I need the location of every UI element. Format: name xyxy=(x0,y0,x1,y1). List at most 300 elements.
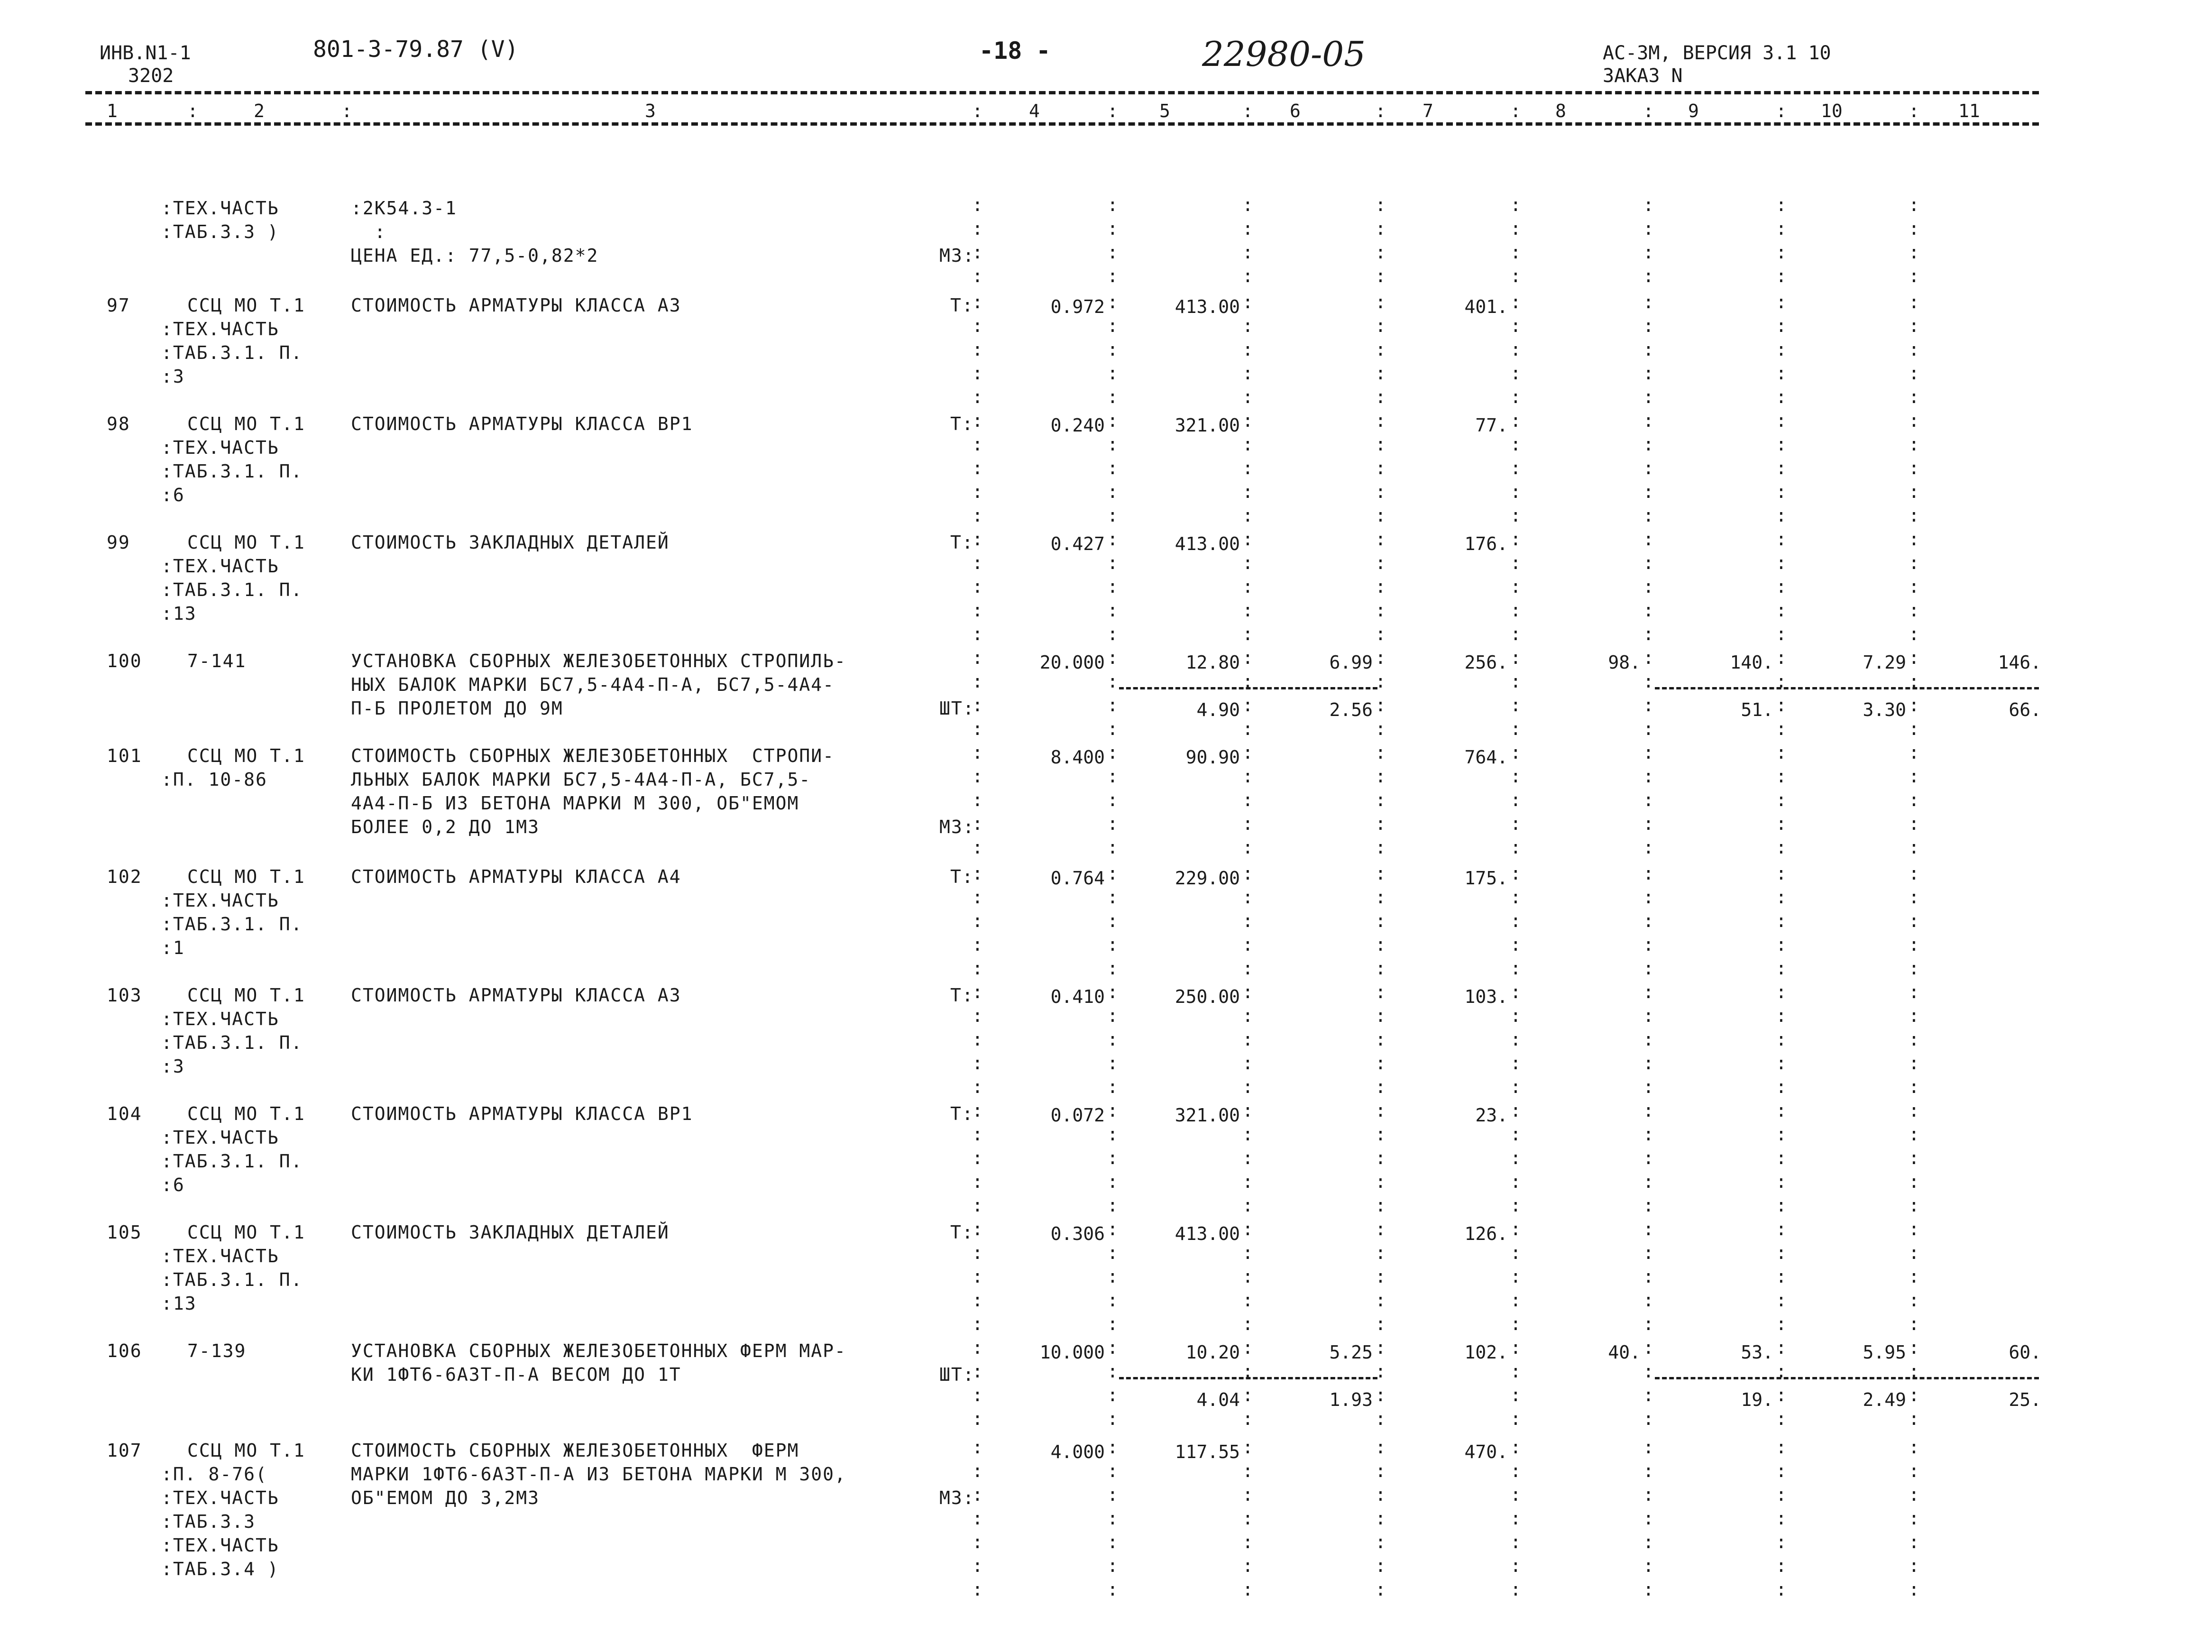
column-separator: : xyxy=(1242,766,1253,787)
column-separator: : xyxy=(1776,910,1787,931)
row-description: 4А4-П-Б ИЗ БЕТОНА МАРКИ М 300, ОБ"ЕМОМ xyxy=(351,793,799,814)
column-separator: : xyxy=(972,1076,983,1097)
column-header-10: 10 xyxy=(1821,101,1843,121)
column-separator: : xyxy=(1510,242,1521,263)
column-separator: : xyxy=(1776,266,1787,286)
column-separator: : xyxy=(1375,934,1386,955)
column-separator: : xyxy=(1909,1532,1919,1552)
inv-number: 3202 xyxy=(128,65,174,87)
column-separator: : xyxy=(1107,863,1118,884)
column-separator: : xyxy=(1643,671,1654,692)
column-separator: : xyxy=(1776,1408,1787,1429)
row-unit: М3: xyxy=(939,245,975,266)
column-separator: : xyxy=(1242,624,1253,644)
column-separator: : xyxy=(972,1408,983,1429)
column-separator: : xyxy=(1107,1219,1118,1239)
column-separator: : xyxy=(972,1508,983,1529)
row-unit: ШТ: xyxy=(939,1364,975,1385)
column-separator: : xyxy=(1242,1053,1253,1074)
column-separator: : xyxy=(1375,410,1386,431)
column-header-7: 7 xyxy=(1423,101,1433,121)
column-separator: : xyxy=(1776,481,1787,502)
column-separator: : xyxy=(1242,218,1253,239)
column-separator: : xyxy=(1643,789,1654,810)
column-separator: : xyxy=(1107,1555,1118,1576)
column-separator: : xyxy=(1643,576,1654,597)
row-reference: :ТЕХ.ЧАСТЬ xyxy=(161,1487,279,1508)
column-separator: : xyxy=(1242,1100,1253,1121)
cell-c10: 7.29 xyxy=(1863,652,1906,673)
column-separator: : xyxy=(972,624,983,644)
column-separator: : xyxy=(1643,1484,1654,1505)
column-separator: : xyxy=(1375,552,1386,573)
column-separator: : xyxy=(972,1555,983,1576)
row-number: 102 xyxy=(107,866,142,887)
column-separator: : xyxy=(1643,766,1654,787)
column-separator: : xyxy=(1375,1408,1386,1429)
column-separator: : xyxy=(1909,552,1919,573)
column-separator: : xyxy=(1375,1029,1386,1050)
cell-c7: 256. xyxy=(1464,652,1508,673)
row-description: СТОИМОСТЬ АРМАТУРЫ КЛАССА А3 xyxy=(351,985,681,1006)
cell-c4: 10.000 xyxy=(1039,1342,1105,1363)
column-separator: : xyxy=(1909,910,1919,931)
column-separator: : xyxy=(1242,242,1253,263)
column-separator: : xyxy=(1107,315,1118,336)
row-number: 106 xyxy=(107,1340,142,1361)
column-separator: : xyxy=(1643,958,1654,979)
column-separator: : xyxy=(1909,266,1919,286)
row-number: 99 xyxy=(107,532,130,553)
column-separator: : xyxy=(972,458,983,478)
column-separator: : xyxy=(1375,813,1386,834)
column-separator: : xyxy=(1242,505,1253,526)
column-separator: : xyxy=(1510,1219,1521,1239)
column-separator: : xyxy=(1776,887,1787,908)
column-separator: : xyxy=(1643,837,1654,858)
row-unit: ШТ: xyxy=(939,698,975,719)
column-separator: : xyxy=(1375,671,1386,692)
column-separator: : xyxy=(1909,837,1919,858)
column-header-8: 8 xyxy=(1555,101,1566,121)
column-separator: : xyxy=(1510,1124,1521,1145)
column-separator: : xyxy=(1776,410,1787,431)
column-separator: : xyxy=(1510,813,1521,834)
column-separator: : xyxy=(1909,410,1919,431)
column-separator: : xyxy=(1510,1555,1521,1576)
column-separator: : xyxy=(1107,1313,1118,1334)
row-number: 105 xyxy=(107,1222,142,1243)
cell-c4: 0.306 xyxy=(1050,1223,1105,1244)
row-description: СТОИМОСТЬ СБОРНЫХ ЖЕЛЕЗОБЕТОННЫХ ФЕРМ xyxy=(351,1440,799,1461)
row-description: : xyxy=(351,221,386,242)
column-separator: : xyxy=(1375,1076,1386,1097)
column-separator: : xyxy=(1242,292,1253,312)
column-separator: : xyxy=(1776,647,1787,668)
column-separator: : xyxy=(1375,1555,1386,1576)
cell-c7: 126. xyxy=(1464,1223,1508,1244)
column-separator: : xyxy=(1375,386,1386,407)
column-separator: : xyxy=(1510,958,1521,979)
column-separator: : xyxy=(1776,292,1787,312)
column-separator: : xyxy=(1776,339,1787,360)
column-separator: : xyxy=(1510,434,1521,455)
column-separator: : xyxy=(1909,982,1919,1002)
row-reference: :ТЕХ.ЧАСТЬ xyxy=(161,1246,279,1267)
column-separator: : xyxy=(1375,363,1386,384)
row-reference: :13 xyxy=(161,603,197,624)
row-reference: 7-141 xyxy=(187,651,247,671)
column-separator: : xyxy=(1242,813,1253,834)
cell-c4: 0.764 xyxy=(1050,868,1105,889)
column-separator: : xyxy=(1510,1147,1521,1168)
column-separator: : xyxy=(1909,1361,1919,1382)
column-separator: : xyxy=(1643,505,1654,526)
row-description: СТОИМОСТЬ АРМАТУРЫ КЛАССА ВР1 xyxy=(351,1103,693,1124)
column-separator: : xyxy=(1510,1195,1521,1216)
column-separator: : xyxy=(1643,1385,1654,1405)
column-separator: : xyxy=(972,647,983,668)
column-separator: : xyxy=(1510,481,1521,502)
header-rule-bottom xyxy=(85,122,2039,126)
column-separator: : xyxy=(1375,339,1386,360)
subtotal-rule xyxy=(1655,687,2039,689)
column-separator: : xyxy=(1107,958,1118,979)
column-separator: : xyxy=(1510,1579,1521,1600)
column-separator: : xyxy=(1909,529,1919,550)
row-reference: :ТЕХ.ЧАСТЬ xyxy=(161,890,279,911)
column-separator: : xyxy=(1510,218,1521,239)
column-separator: : xyxy=(1510,1361,1521,1382)
column-separator: : xyxy=(1107,1290,1118,1311)
column-separator: : xyxy=(1242,363,1253,384)
column-separator: : xyxy=(1909,718,1919,739)
column-separator: : xyxy=(341,101,352,121)
column-separator: : xyxy=(1776,1385,1787,1405)
column-separator: : xyxy=(1776,695,1787,716)
column-separator: : xyxy=(972,887,983,908)
column-separator: : xyxy=(1510,339,1521,360)
cell-c7: 23. xyxy=(1475,1105,1508,1126)
column-separator: : xyxy=(1242,1437,1253,1458)
row-reference: :3 xyxy=(161,366,185,387)
column-separator: : xyxy=(1375,1219,1386,1239)
row-unit: Т: xyxy=(950,866,974,887)
column-separator: : xyxy=(1776,1579,1787,1600)
column-separator: : xyxy=(1776,529,1787,550)
column-separator: : xyxy=(1107,552,1118,573)
column-separator: : xyxy=(972,600,983,621)
column-separator: : xyxy=(1107,1579,1118,1600)
row-description: П-Б ПРОЛЕТОМ ДО 9М xyxy=(351,698,563,719)
row-description: СТОИМОСТЬ АРМАТУРЫ КЛАССА А4 xyxy=(351,866,681,887)
cell-c7: 175. xyxy=(1464,868,1508,889)
row-description: СТОИМОСТЬ ЗАКЛАДНЫХ ДЕТАЛЕЙ xyxy=(351,1222,670,1243)
row-reference: :ТЕХ.ЧАСТЬ xyxy=(161,1127,279,1148)
column-separator: : xyxy=(1107,647,1118,668)
row-description: :2К54.3-1 xyxy=(351,198,457,219)
row-reference: :ТЕХ.ЧАСТЬ xyxy=(161,437,279,458)
column-separator: : xyxy=(1643,813,1654,834)
column-separator: : xyxy=(1776,386,1787,407)
column-separator: : xyxy=(1643,1579,1654,1600)
column-separator: : xyxy=(1643,863,1654,884)
column-separator: : xyxy=(1242,266,1253,286)
column-separator: : xyxy=(1776,934,1787,955)
column-separator: : xyxy=(1242,1408,1253,1429)
column-separator: : xyxy=(1643,695,1654,716)
column-separator: : xyxy=(1909,813,1919,834)
row-reference: :ТАБ.3.3 ) xyxy=(161,221,279,242)
column-separator: : xyxy=(1107,1005,1118,1026)
column-separator: : xyxy=(1776,1171,1787,1192)
cell-c7: 401. xyxy=(1464,296,1508,317)
column-separator: : xyxy=(1909,1124,1919,1145)
column-separator: : xyxy=(1776,863,1787,884)
column-separator: : xyxy=(1510,647,1521,668)
column-separator: : xyxy=(1909,1219,1919,1239)
column-separator: : xyxy=(1776,1508,1787,1529)
column-separator: : xyxy=(1776,624,1787,644)
cell-c8: 98. xyxy=(1608,652,1641,673)
column-separator: : xyxy=(972,1385,983,1405)
row-number: 98 xyxy=(107,413,130,434)
column-separator: : xyxy=(1643,242,1654,263)
column-separator: : xyxy=(972,339,983,360)
column-separator: : xyxy=(1776,958,1787,979)
column-separator: : xyxy=(1909,887,1919,908)
column-separator: : xyxy=(1643,934,1654,955)
cell-c11: 146. xyxy=(1998,652,2041,673)
row-reference: ССЦ МО Т.1 xyxy=(187,532,305,553)
column-separator: : xyxy=(1375,1532,1386,1552)
column-separator: : xyxy=(972,1484,983,1505)
column-separator: : xyxy=(972,982,983,1002)
column-separator: : xyxy=(1643,552,1654,573)
column-separator: : xyxy=(1776,1053,1787,1074)
column-separator: : xyxy=(1643,910,1654,931)
column-separator: : xyxy=(1909,671,1919,692)
column-separator: : xyxy=(1643,458,1654,478)
column-separator: : xyxy=(1643,1361,1654,1382)
cell-c6: 6.99 xyxy=(1329,652,1373,673)
row-reference: :ТАБ.3.1. П. xyxy=(161,579,303,600)
column-separator: : xyxy=(1242,1532,1253,1552)
column-separator: : xyxy=(1107,576,1118,597)
column-separator: : xyxy=(1242,481,1253,502)
column-separator: : xyxy=(1510,887,1521,908)
column-separator: : xyxy=(1510,624,1521,644)
column-separator: : xyxy=(1643,1555,1654,1576)
column-separator: : xyxy=(1375,1053,1386,1074)
column-separator: : xyxy=(1242,315,1253,336)
column-separator: : xyxy=(1242,1460,1253,1481)
row-reference: :ТАБ.3.1. П. xyxy=(161,914,303,935)
column-separator: : xyxy=(1510,789,1521,810)
column-separator: : xyxy=(1107,194,1118,215)
column-separator: : xyxy=(1643,339,1654,360)
column-separator: : xyxy=(1375,292,1386,312)
column-separator: : xyxy=(1242,647,1253,668)
column-separator: : xyxy=(1242,1195,1253,1216)
column-separator: : xyxy=(1510,1408,1521,1429)
column-separator: : xyxy=(1510,1290,1521,1311)
column-separator: : xyxy=(1107,813,1118,834)
cell-c5: 250.00 xyxy=(1175,986,1240,1007)
row-description: СТОИМОСТЬ АРМАТУРЫ КЛАССА А3 xyxy=(351,295,681,316)
cell-c8: 40. xyxy=(1608,1342,1641,1363)
column-separator: : xyxy=(1510,529,1521,550)
column-separator: : xyxy=(1510,1385,1521,1405)
row-description: ЛЬНЫХ БАЛОК МАРКИ БС7,5-4А4-П-А, БС7,5- xyxy=(351,769,811,790)
column-separator: : xyxy=(972,671,983,692)
column-separator: : xyxy=(1107,1484,1118,1505)
row-reference: :П. 8-76( xyxy=(161,1464,267,1485)
column-separator: : xyxy=(1375,194,1386,215)
column-separator: : xyxy=(1776,1266,1787,1287)
column-separator: : xyxy=(972,552,983,573)
column-separator: : xyxy=(1909,742,1919,763)
column-separator: : xyxy=(1107,1508,1118,1529)
column-separator: : xyxy=(1107,934,1118,955)
column-separator: : xyxy=(1909,1437,1919,1458)
cell-c7: 103. xyxy=(1464,986,1508,1007)
column-separator: : xyxy=(1375,600,1386,621)
column-separator: : xyxy=(1643,410,1654,431)
column-separator: : xyxy=(1776,1484,1787,1505)
column-separator: : xyxy=(1242,1124,1253,1145)
column-separator: : xyxy=(972,505,983,526)
column-separator: : xyxy=(1107,1171,1118,1192)
cell-c7: 764. xyxy=(1464,747,1508,768)
column-separator: : xyxy=(1510,1005,1521,1026)
column-separator: : xyxy=(1242,1171,1253,1192)
column-separator: : xyxy=(1776,576,1787,597)
column-separator: : xyxy=(972,292,983,312)
column-separator: : xyxy=(1510,1053,1521,1074)
cell-c4: 0.427 xyxy=(1050,533,1105,554)
column-separator: : xyxy=(1776,315,1787,336)
column-separator: : xyxy=(1510,695,1521,716)
column-separator: : xyxy=(972,363,983,384)
column-separator: : xyxy=(1375,624,1386,644)
column-separator: : xyxy=(972,934,983,955)
column-separator: : xyxy=(972,1171,983,1192)
column-separator: : xyxy=(1909,1195,1919,1216)
column-separator: : xyxy=(1510,934,1521,955)
column-separator: : xyxy=(1510,1337,1521,1358)
column-separator: : xyxy=(1643,1076,1654,1097)
cell-c6: 5.25 xyxy=(1329,1342,1373,1363)
row-unit: Т: xyxy=(950,985,974,1006)
cell-c5: 413.00 xyxy=(1175,533,1240,554)
row-reference: :ТЕХ.ЧАСТЬ xyxy=(161,1535,279,1556)
column-separator: : xyxy=(1776,742,1787,763)
column-separator: : xyxy=(1643,1195,1654,1216)
column-separator: : xyxy=(1643,600,1654,621)
column-separator: : xyxy=(1776,101,1787,121)
column-separator: : xyxy=(1510,863,1521,884)
column-separator: : xyxy=(1107,1147,1118,1168)
column-separator: : xyxy=(1909,1385,1919,1405)
column-separator: : xyxy=(1107,1408,1118,1429)
column-separator: : xyxy=(972,1579,983,1600)
column-separator: : xyxy=(1510,982,1521,1002)
column-separator: : xyxy=(1242,1219,1253,1239)
column-separator: : xyxy=(1909,1076,1919,1097)
column-separator: : xyxy=(1375,576,1386,597)
column-separator: : xyxy=(1776,1195,1787,1216)
column-separator: : xyxy=(972,1361,983,1382)
column-separator: : xyxy=(1909,1460,1919,1481)
column-separator: : xyxy=(1375,1124,1386,1145)
column-separator: : xyxy=(1776,1242,1787,1263)
cell-c5-second: 4.04 xyxy=(1196,1389,1240,1410)
cell-c4: 8.400 xyxy=(1050,747,1105,768)
cell-c6-second: 1.93 xyxy=(1329,1389,1373,1410)
column-separator: : xyxy=(1643,1266,1654,1287)
column-separator: : xyxy=(1107,624,1118,644)
column-separator: : xyxy=(1776,552,1787,573)
column-separator: : xyxy=(1909,1408,1919,1429)
row-reference: ССЦ МО Т.1 xyxy=(187,985,305,1006)
column-separator: : xyxy=(1107,218,1118,239)
column-separator: : xyxy=(1643,529,1654,550)
column-separator: : xyxy=(1510,1532,1521,1552)
column-separator: : xyxy=(1107,766,1118,787)
row-reference: :1 xyxy=(161,937,185,958)
column-separator: : xyxy=(1776,1361,1787,1382)
row-reference: ССЦ МО Т.1 xyxy=(187,866,305,887)
row-unit: Т: xyxy=(950,532,974,553)
column-separator: : xyxy=(1375,1100,1386,1121)
column-separator: : xyxy=(1510,1437,1521,1458)
column-separator: : xyxy=(1776,1124,1787,1145)
column-separator: : xyxy=(972,1242,983,1263)
column-separator: : xyxy=(1375,1242,1386,1263)
column-separator: : xyxy=(972,1266,983,1287)
column-separator: : xyxy=(1909,315,1919,336)
column-separator: : xyxy=(187,101,198,121)
column-separator: : xyxy=(972,813,983,834)
column-separator: : xyxy=(1242,600,1253,621)
row-reference: :ТЕХ.ЧАСТЬ xyxy=(161,319,279,340)
column-separator: : xyxy=(1375,315,1386,336)
column-separator: : xyxy=(1242,837,1253,858)
column-separator: : xyxy=(1510,718,1521,739)
column-separator: : xyxy=(1107,1076,1118,1097)
column-separator: : xyxy=(1510,837,1521,858)
column-separator: : xyxy=(1643,1053,1654,1074)
column-separator: : xyxy=(1909,1313,1919,1334)
column-separator: : xyxy=(1909,1484,1919,1505)
column-separator: : xyxy=(1643,1313,1654,1334)
cell-c4: 20.000 xyxy=(1039,652,1105,673)
column-separator: : xyxy=(1909,695,1919,716)
column-header-11: 11 xyxy=(1958,101,1980,121)
row-reference: 7-139 xyxy=(187,1340,247,1361)
row-unit: Т: xyxy=(950,1103,974,1124)
column-separator: : xyxy=(1643,1290,1654,1311)
column-separator: : xyxy=(1776,242,1787,263)
column-separator: : xyxy=(1375,718,1386,739)
column-separator: : xyxy=(972,266,983,286)
column-separator: : xyxy=(1375,481,1386,502)
column-separator: : xyxy=(1909,934,1919,955)
column-separator: : xyxy=(1909,434,1919,455)
column-separator: : xyxy=(1375,1266,1386,1287)
column-separator: : xyxy=(1776,1555,1787,1576)
